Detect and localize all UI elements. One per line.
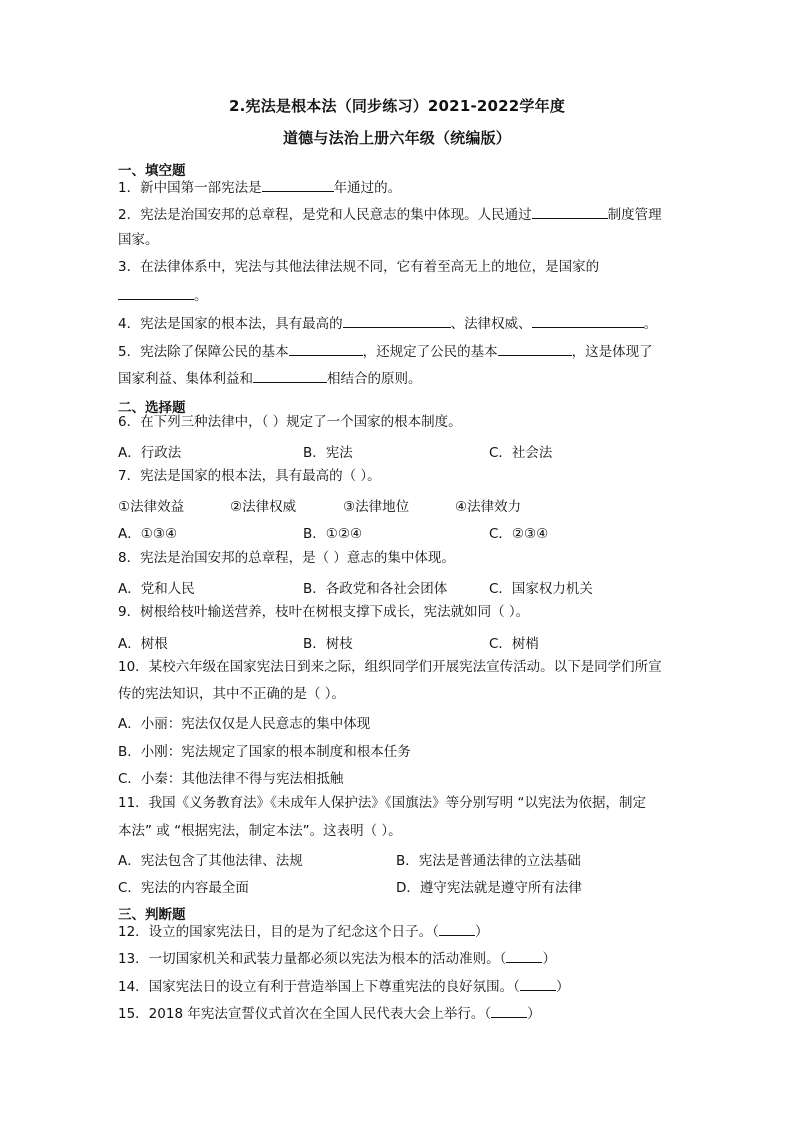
question-4: [118, 313, 657, 333]
q7-item-4: ④法律效力: [455, 499, 522, 515]
question-2: [118, 204, 662, 224]
q9-option-a[interactable]: A．树根: [118, 636, 168, 652]
question-3-cont: [118, 285, 208, 305]
question-6: 6．在下列三种法律中，（ ）规定了一个国家的根本制度。: [118, 414, 462, 430]
q2-blank[interactable]: [532, 204, 608, 219]
question-2-cont: 国家。: [118, 232, 159, 248]
q13-close: ）: [542, 951, 556, 967]
q7-item-3: ③法律地位: [343, 499, 410, 515]
q11-option-c[interactable]: C．宪法的内容最全面: [118, 880, 249, 896]
q11-option-a[interactable]: A．宪法包含了其他法律、法规: [118, 853, 303, 869]
q9-option-c[interactable]: C．树梢: [489, 636, 539, 652]
title-line-2: 道德与法治上册六年级（统编版）: [282, 129, 511, 147]
q10-option-c[interactable]: C．小秦：其他法律不得与宪法相抵触: [118, 771, 344, 787]
q9-option-b[interactable]: B．树枝: [303, 636, 353, 652]
q12-close: ）: [474, 924, 489, 940]
q4-text-a: 4．宪法是国家的根本法，具有最高的: [118, 316, 343, 332]
q4-text-c: 。: [643, 316, 658, 332]
q2-text-a: 2．宪法是治国安邦的总章程，是党和人民意志的集中体现。人民通过: [118, 207, 532, 223]
q7-option-a[interactable]: A．①③④: [118, 526, 178, 542]
q5-blank-3[interactable]: [253, 368, 327, 383]
q4-text-b: 、法律权威、: [450, 316, 532, 332]
question-5-cont: [118, 368, 422, 388]
q4-blank-2[interactable]: [532, 313, 644, 328]
q7-item-1: ①法律效益: [118, 499, 185, 515]
q5-text-b: ，还规定了公民的基本: [362, 344, 498, 360]
q7-option-c[interactable]: C．②③④: [489, 526, 549, 542]
question-11: 11．我国《义务教育法》《未成年人保护法》《国旗法》等分别写明 “以宪法为依据，制定: [118, 795, 646, 811]
q15-text: 15．2018 年宪法宣誓仪式首次在全国人民代表大会上举行。（: [118, 1006, 492, 1022]
q8-option-c[interactable]: C．国家权力机关: [489, 581, 593, 597]
q1-text-a: 1．新中国第一部宪法是: [118, 180, 262, 196]
q10-option-b[interactable]: B．小刚：宪法规定了国家的根本制度和根本任务: [118, 744, 411, 760]
question-5: [118, 341, 653, 361]
q13-text: 13．一切国家机关和武装力量都必须以宪法为根本的活动准则。（: [118, 951, 507, 967]
q1-text-b: 年通过的。: [333, 180, 402, 196]
question-3: 3．在法律体系中，宪法与其他法律法规不同，它有着至高无上的地位，是国家的: [118, 259, 600, 275]
q4-blank-1[interactable]: [343, 313, 451, 328]
q6-option-a[interactable]: A．行政法: [118, 445, 182, 461]
q5-text-e: 相结合的原则。: [327, 371, 422, 387]
q3-blank[interactable]: [118, 285, 194, 300]
q5-text-d: 国家利益、集体利益和: [118, 371, 253, 387]
q8-option-b[interactable]: B．各政党和各社会团体: [303, 581, 448, 597]
q5-blank-1[interactable]: [289, 341, 363, 356]
section-choice-heading: 二、选择题: [118, 400, 186, 416]
q15-close: ）: [527, 1006, 541, 1022]
section-fill-heading: 一、填空题: [118, 163, 186, 179]
q12-text: 12．设立的国家宪法日，目的是为了纪念这个日子。（: [118, 924, 439, 940]
q13-blank[interactable]: [506, 948, 542, 963]
q3-text-b: 。: [194, 288, 208, 304]
q1-blank[interactable]: [262, 177, 334, 192]
title-line-1: 2.宪法是根本法（同步练习）2021-2022学年度: [228, 97, 566, 115]
q5-text-c: ，这是体现了: [571, 344, 653, 360]
q7-option-b[interactable]: B．①②④: [303, 526, 363, 542]
question-9: 9．树根给枝叶输送营养，枝叶在树根支撑下成长，宪法就如同（ ）。: [118, 604, 530, 620]
q15-blank[interactable]: [491, 1003, 527, 1018]
question-14: [118, 976, 569, 996]
question-1: [118, 177, 401, 197]
section-judge-heading: 三、判断题: [118, 907, 186, 923]
question-13: [118, 948, 556, 968]
q14-close: ）: [555, 979, 570, 995]
q8-option-a[interactable]: A．党和人民: [118, 581, 195, 597]
question-12: [118, 921, 488, 941]
question-10: 10．某校六年级在国家宪法日到来之际，组织同学们开展宪法宣传活动。以下是同学们所宣: [118, 659, 662, 675]
question-11-cont: 本法” 或 “根据宪法，制定本法”。这表明（ ）。: [118, 823, 402, 839]
q12-blank[interactable]: [439, 921, 475, 936]
q11-option-b[interactable]: B．宪法是普通法律的立法基础: [396, 853, 581, 869]
question-7: 7．宪法是国家的根本法，具有最高的（ ）。: [118, 468, 381, 484]
question-15: [118, 1003, 541, 1023]
q14-blank[interactable]: [520, 976, 556, 991]
q11-option-d[interactable]: D．遵守宪法就是遵守所有法律: [396, 880, 582, 896]
q7-item-2: ②法律权威: [230, 499, 297, 515]
q5-text-a: 5．宪法除了保障公民的基本: [118, 344, 289, 360]
q5-blank-2[interactable]: [498, 341, 572, 356]
q6-option-c[interactable]: C．社会法: [489, 445, 553, 461]
q6-option-b[interactable]: B．宪法: [303, 445, 353, 461]
question-8: 8．宪法是治国安邦的总章程，是（ ）意志的集中体现。: [118, 550, 455, 566]
question-10-cont: 传的宪法知识，其中不正确的是（ ）。: [118, 686, 346, 702]
q14-text: 14．国家宪法日的设立有利于营造举国上下尊重宪法的良好氛围。（: [118, 979, 520, 995]
q10-option-a[interactable]: A．小丽：宪法仅仅是人民意志的集中体现: [118, 716, 371, 732]
q2-text-b: 制度管理: [607, 207, 662, 223]
